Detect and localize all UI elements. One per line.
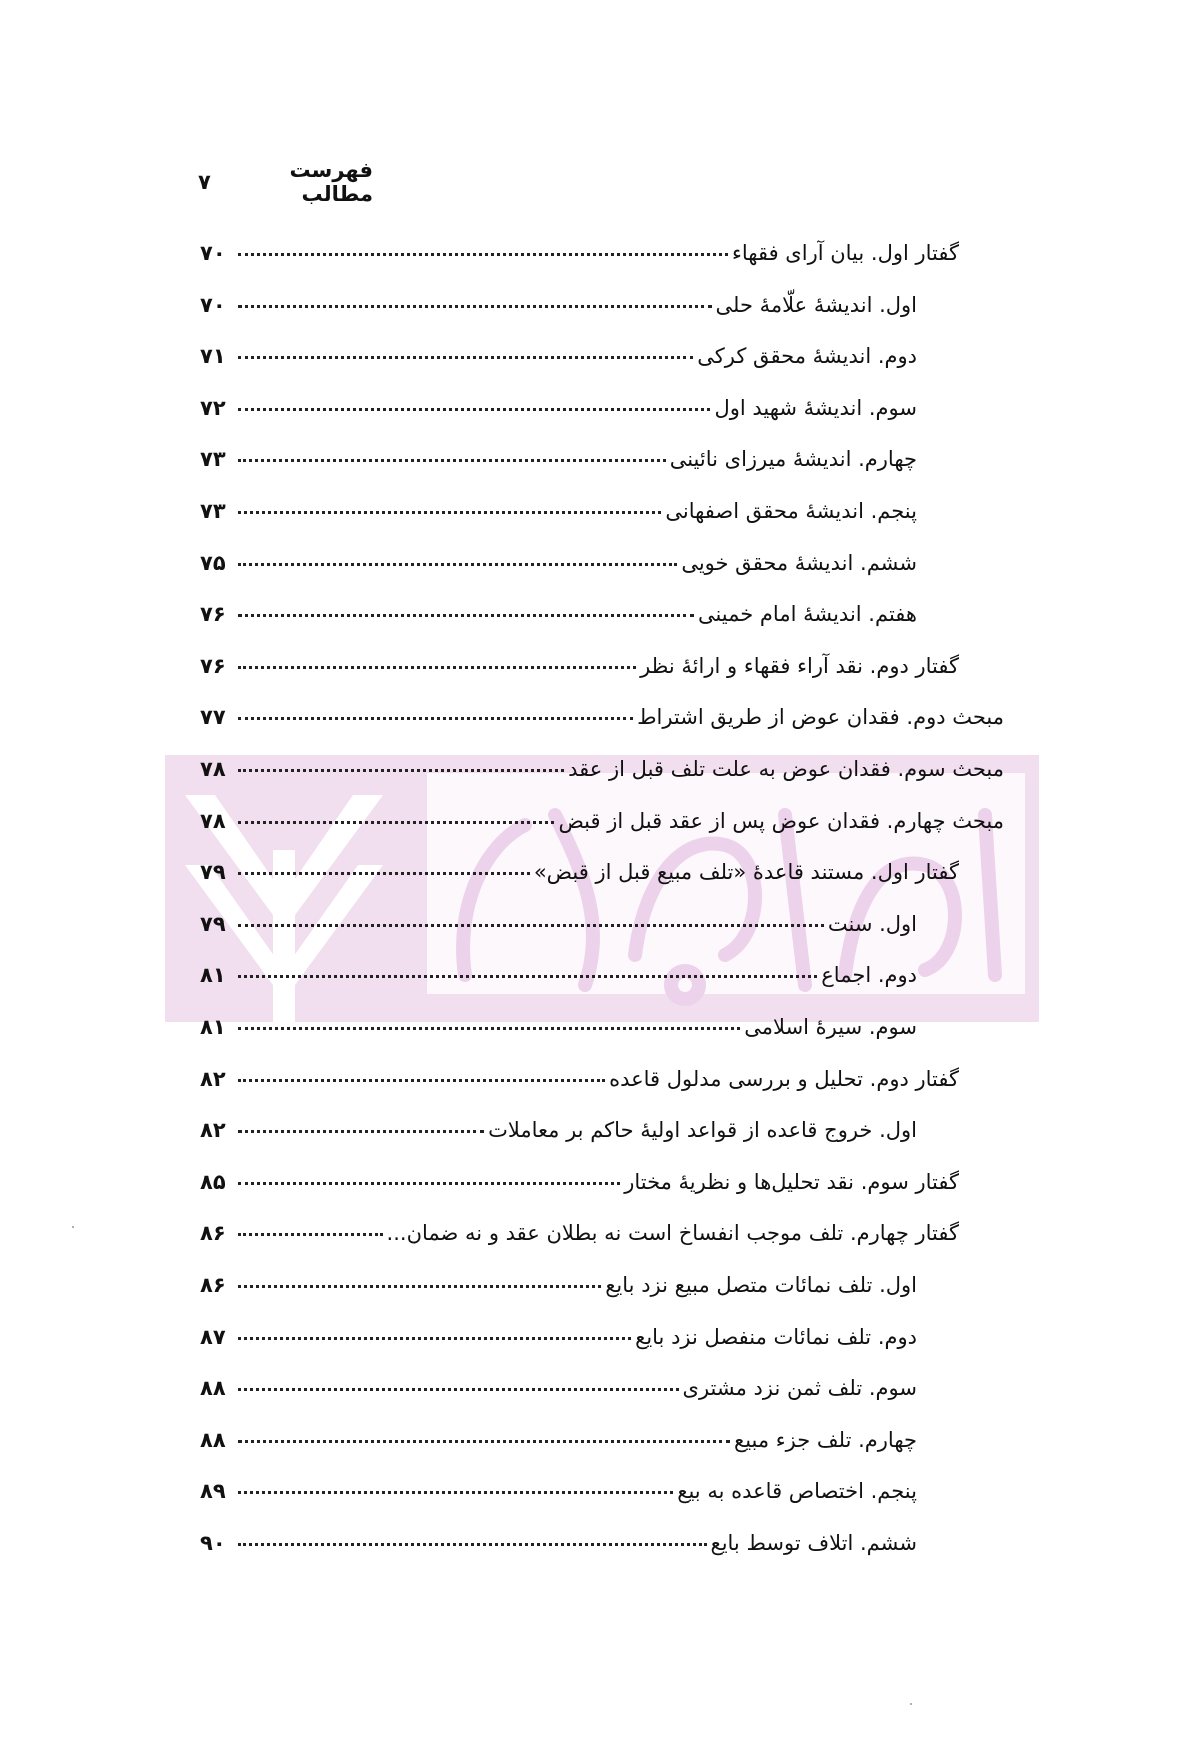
dot-leader (238, 872, 530, 875)
toc-entry-title: چهارم. تلف جزء مبیع (734, 1427, 917, 1452)
toc-entry (200, 483, 917, 523)
dot-leader (238, 356, 693, 359)
toc-entry-title: گفتار دوم. نقد آراء فقهاء و ارائهٔ نظر (640, 653, 959, 678)
dot-leader (238, 821, 554, 824)
toc-entry (200, 844, 959, 884)
toc-entry (200, 1102, 917, 1142)
toc-entry-title: مبحث سوم. فقدان عوض به علت تلف قبل از عقد (568, 757, 1004, 781)
dot-leader (238, 1079, 605, 1082)
toc-entry-title: سوم. تلف ثمن نزد مشتری (682, 1376, 917, 1401)
toc-entry-page: ۸۱ (200, 1015, 226, 1039)
dot-leader (238, 1285, 601, 1288)
toc-entry (200, 999, 917, 1039)
scan-speck (72, 1226, 74, 1228)
toc-entry-page: ۷۸ (200, 757, 226, 781)
toc-entry-page: ۷۷ (200, 705, 226, 730)
toc-entry (200, 431, 917, 471)
dot-leader (238, 924, 824, 927)
toc-entry-page: ۸۶ (200, 1273, 226, 1297)
dot-leader (238, 717, 633, 720)
dot-leader (238, 1233, 383, 1236)
dot-leader (238, 253, 728, 256)
toc-entry-title: سوم. سیرهٔ اسلامی (744, 1015, 917, 1039)
toc-entry (200, 1515, 917, 1555)
toc-entry-page: ۷۲ (200, 395, 226, 420)
dot-leader (238, 614, 694, 617)
toc-entry-page: ۷۳ (200, 499, 226, 523)
dot-leader (238, 459, 666, 462)
toc-entry-page: ۷۶ (200, 653, 226, 678)
toc-entry (200, 896, 917, 936)
toc-entry (200, 328, 917, 368)
dot-leader (238, 769, 564, 772)
toc-entry-page: ۸۶ (200, 1221, 226, 1246)
header-title: فهرست مطالب (289, 158, 373, 206)
toc-entry-page: ۹۰ (200, 1531, 226, 1555)
scan-speck (910, 1703, 912, 1705)
toc-entry-page: ۸۸ (200, 1427, 226, 1452)
toc-entry (200, 1463, 917, 1503)
dot-leader (238, 511, 661, 514)
toc-entry-page: ۸۲ (200, 1118, 226, 1143)
dot-leader (238, 563, 677, 566)
toc-entry (200, 1051, 959, 1091)
toc-entry-title: اول. خروج قاعده از قواعد اولیهٔ حاکم بر معاملات (488, 1118, 917, 1143)
toc-entry-page: ۷۱ (200, 344, 226, 369)
toc-entry (200, 586, 917, 626)
toc-entry-page: ۷۸ (200, 808, 226, 833)
toc-entry (200, 689, 1004, 729)
dot-leader (238, 1440, 730, 1443)
toc-entry (200, 638, 959, 678)
toc-entry-page: ۷۹ (200, 911, 226, 936)
toc-entry (200, 380, 917, 420)
toc-entry-page: ۷۳ (200, 447, 226, 472)
dot-leader (238, 305, 712, 308)
toc-entry-title: پنجم. اختصاص قاعده به بیع (677, 1479, 917, 1504)
toc-entry-page: ۸۹ (200, 1479, 226, 1504)
toc-entry-page: ۷۰ (200, 241, 226, 265)
toc-entry (200, 1257, 917, 1297)
toc-entry-page: ۷۵ (200, 550, 226, 575)
toc-entry-title: اول. سنت (827, 911, 917, 936)
toc-entry (200, 225, 959, 265)
dot-leader (238, 1491, 673, 1494)
toc-entry (200, 535, 917, 575)
dot-leader (238, 1182, 620, 1185)
dot-leader (238, 408, 710, 411)
dot-leader (238, 1337, 631, 1340)
toc-entry (200, 741, 1004, 781)
toc-entry-title: گفتار اول. بیان آرای فقهاء (732, 241, 959, 265)
toc-entry (200, 793, 1004, 833)
toc-entry-page: ۸۱ (200, 963, 226, 988)
header-page-number: ۷ (198, 170, 211, 194)
toc-entry-page: ۸۸ (200, 1376, 226, 1401)
toc-entry (200, 947, 917, 987)
toc-entry (200, 1154, 959, 1194)
toc-entry-page: ۸۷ (200, 1324, 226, 1349)
toc-entry-page: ۷۹ (200, 860, 226, 885)
toc-entry-title: دوم. اجماع (821, 963, 917, 988)
toc-entry-title: هفتم. اندیشهٔ امام خمینی (697, 602, 917, 627)
toc-entry-title: گفتار چهارم. تلف موجب انفساخ است نه بطلان عقد و نه ضمان... (386, 1221, 959, 1246)
toc-entry-title: مبحث دوم. فقدان عوض از طریق اشتراط (637, 705, 1004, 730)
running-header (198, 158, 373, 206)
toc-entry-title: چهارم. اندیشهٔ میرزای نائینی (669, 447, 917, 472)
toc-entry (200, 1205, 959, 1245)
toc-entry-title: پنجم. اندیشهٔ محقق اصفهانی (665, 499, 917, 523)
toc-entry-title: سوم. اندیشهٔ شهید اول (714, 395, 917, 420)
toc-entry (200, 1360, 917, 1400)
toc-entry-page: ۷۰ (200, 292, 226, 317)
toc-entry-title: دوم. اندیشهٔ محقق کرکی (697, 344, 917, 369)
toc-entry-title: ششم. اتلاف توسط بایع (710, 1531, 917, 1555)
toc-entry (200, 1412, 917, 1452)
toc-entry (200, 1309, 917, 1349)
toc-entry-title: گفتار دوم. تحلیل و بررسی مدلول قاعده (609, 1066, 959, 1091)
toc-entry-title: گفتار سوم. نقد تحلیل‌ها و نظریهٔ مختار (624, 1169, 959, 1194)
toc-entry-title: اول. تلف نمائات متصل مبیع نزد بایع (605, 1273, 917, 1297)
dot-leader (238, 975, 817, 978)
toc-entry-page: ۸۵ (200, 1169, 226, 1194)
toc-entry-title: گفتار اول. مستند قاعدهٔ «تلف مبیع قبل از قبض» (533, 860, 959, 885)
dot-leader (238, 1543, 707, 1546)
dot-leader (238, 1027, 740, 1030)
dot-leader (238, 1130, 484, 1133)
toc-entry-title: اول. اندیشهٔ علّامهٔ حلی (715, 292, 917, 317)
toc-entry-page: ۷۶ (200, 602, 226, 627)
toc-entry-page: ۸۲ (200, 1066, 226, 1091)
toc-entry-title: دوم. تلف نمائات منفصل نزد بایع (635, 1324, 917, 1349)
toc-entry (200, 277, 917, 317)
toc-entry-title: ششم. اندیشهٔ محقق خویی (681, 550, 917, 575)
dot-leader (238, 1388, 679, 1391)
dot-leader (238, 666, 636, 669)
toc-entry-title: مبحث چهارم. فقدان عوض پس از عقد قبل از قبض (558, 808, 1004, 833)
